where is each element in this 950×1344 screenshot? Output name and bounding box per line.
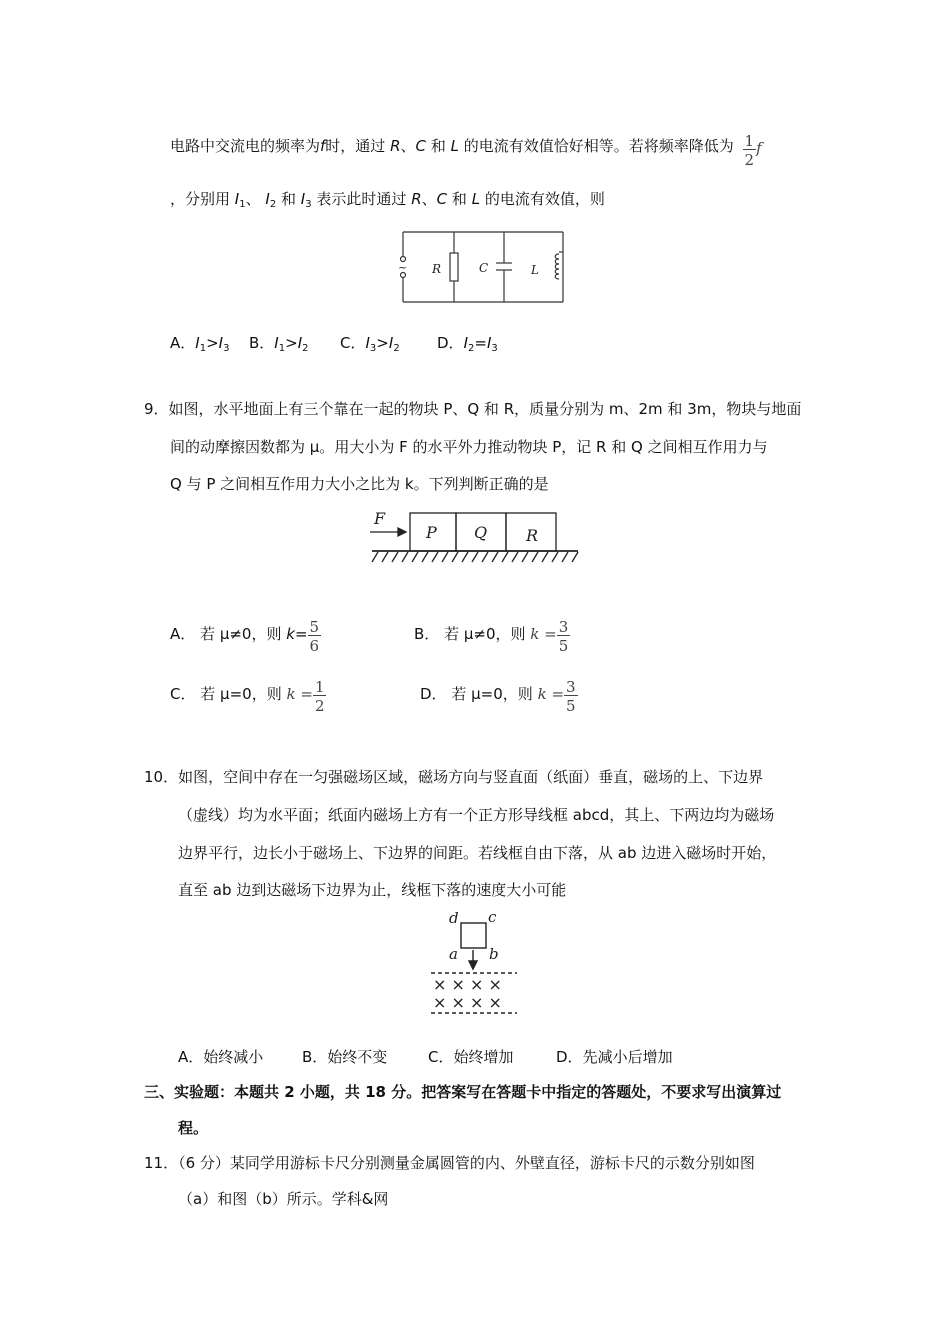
blocks-diagram — [368, 508, 580, 568]
force-label-F: F — [374, 509, 386, 528]
q10-option-b: B．始终不变 — [302, 1048, 388, 1066]
q9-option-c: C． 若 μ=0，则 k = $\frac{1}{2}$ — [170, 678, 325, 715]
q10-option-a: A．始终减小 — [178, 1048, 264, 1066]
q11-line1: 11．（6 分）某同学用游标卡尺分别测量金属圆管的内、外壁直径，游标卡尺的示数分别如图 — [144, 1154, 755, 1172]
circuit-label-C: C — [479, 261, 489, 275]
q9-line2: 间的动摩擦因数都为 μ。用大小为 F 的水平外力推动物块 P，记 R 和 Q 之间相互作用力与 — [170, 438, 768, 456]
q8-option-d: D．$I_2=I_3$ — [437, 334, 498, 354]
q9-line3: Q 与 P 之间相互作用力大小之比为 k。下列判断正确的是 — [170, 475, 549, 493]
fraction-half: $\frac{1}{2}$ — [744, 132, 755, 169]
q10-line3: 边界平行，边长小于磁场上、下边界的间距。若线框自由下落，从 ab 边进入磁场时开始， — [178, 844, 777, 862]
circuit-source-symbol: ~ — [398, 261, 408, 274]
frame-label-c: c — [488, 908, 497, 926]
q10-line4: 直至 ab 边到达磁场下边界为止，线框下落的速度大小可能 — [178, 881, 567, 899]
q9-number: 9 — [144, 400, 154, 418]
q8-option-c: C．$I_3>I_2$ — [340, 334, 400, 354]
q11-number: 11 — [144, 1154, 164, 1172]
circuit-label-R: R — [432, 262, 442, 276]
field-cross-row-1: × × × × — [433, 975, 502, 994]
block-label-R: R — [526, 526, 539, 545]
q11-line2: （a）和图（b）所示。学科&网 — [178, 1190, 389, 1208]
q8-option-b: B．$I_1>I_2$ — [249, 334, 309, 354]
frame-label-d: d — [449, 909, 459, 927]
circuit-diagram — [395, 226, 575, 306]
block-label-Q: Q — [474, 523, 488, 542]
q8-line2: ，分别用 $I_1$、 $I_2$ 和 $I_3$ 表示此时通过 R、C 和 L 的电流有效值，则 — [170, 190, 605, 210]
q10-number: 10 — [144, 768, 164, 786]
q9-option-d: D． 若 μ=0，则 k = $\frac{3}{5}$ — [420, 678, 576, 715]
magnetic-field-diagram — [425, 905, 525, 1019]
block-label-P: P — [426, 523, 437, 542]
q10-option-c: C．始终增加 — [428, 1048, 514, 1066]
circuit-label-L: L — [531, 263, 539, 277]
field-cross-row-2: × × × × — [433, 993, 502, 1012]
section3-heading-line2: 程。 — [178, 1119, 209, 1137]
q10-line2: （虚线）均为水平面；纸面内磁场上方有一个正方形导线框 abcd，其上、下两边均为磁场 — [178, 806, 775, 824]
q10-option-d: D．先减小后增加 — [556, 1048, 673, 1066]
q8-line1: 电路中交流电的频率为f时，通过 R、C 和 L 的电流有效值恰好相等。若将频率降低为 $\frac{1}{2}$ f — [170, 132, 762, 169]
q9-option-a: A． 若 μ≠0，则 k= $\frac{5}{6}$ — [170, 618, 320, 655]
q8-option-a: A．$I_1>I_3$ — [170, 334, 230, 354]
q10-line1: 10．如图，空间中存在一匀强磁场区域，磁场方向与竖直面（纸面）垂直，磁场的上、下边界 — [144, 768, 764, 786]
section3-heading-line1: 三、实验题：本题共 2 小题，共 18 分。把答案写在答题卡中指定的答题处，不要求写出演算过 — [144, 1083, 782, 1101]
q9-line1: 9．如图，水平地面上有三个靠在一起的物块 P、Q 和 R，质量分别为 m、2m 和 3m，物块与地面 — [144, 400, 802, 418]
q9-option-b: B． 若 μ≠0，则 k = $\frac{3}{5}$ — [414, 618, 569, 655]
frame-label-b: b — [489, 945, 499, 963]
frame-label-a: a — [449, 945, 458, 963]
